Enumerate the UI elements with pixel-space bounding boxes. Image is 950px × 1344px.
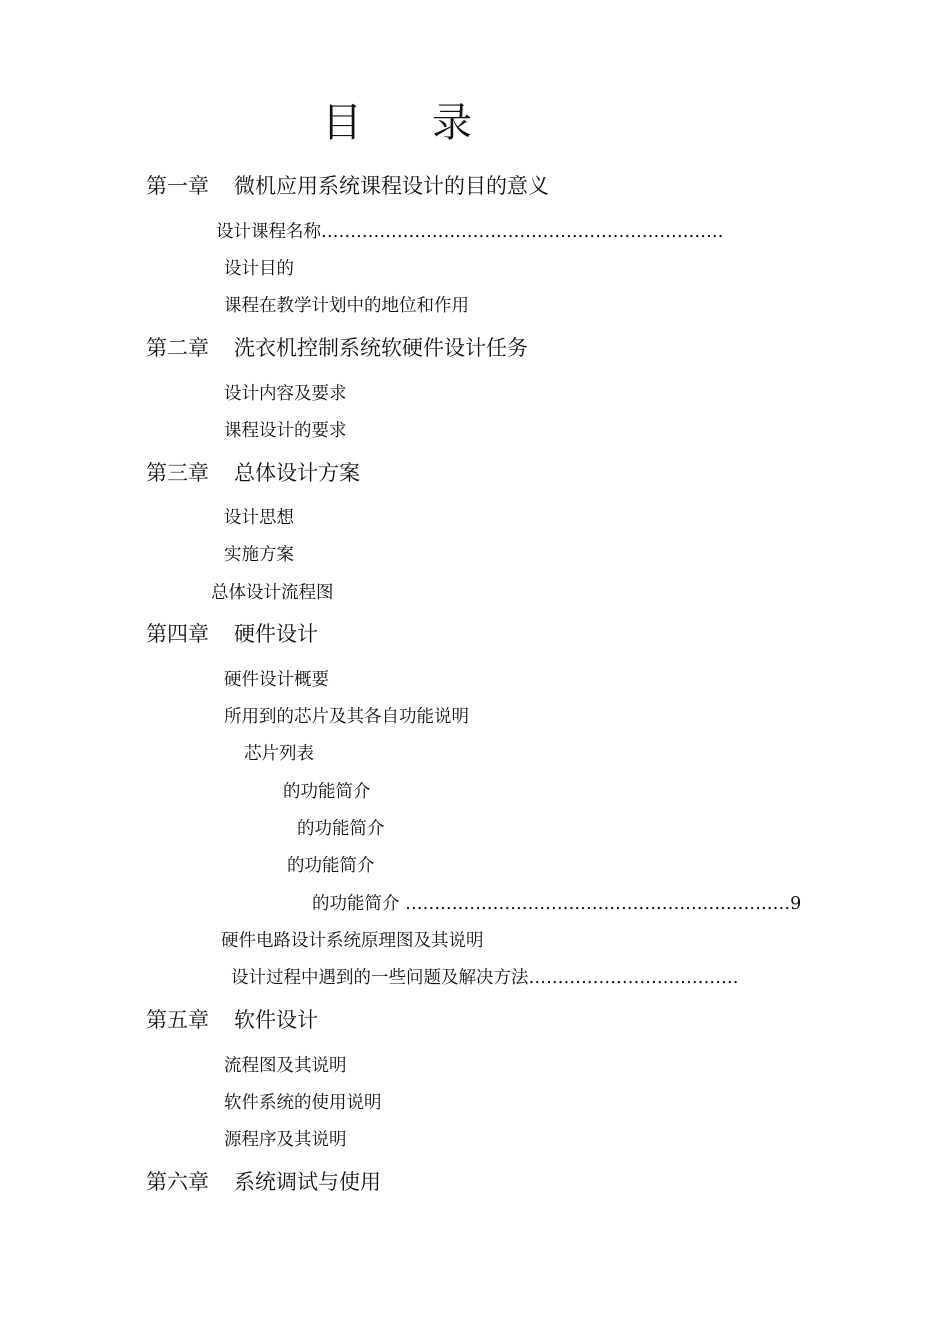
toc-entry: 硬件设计概要 <box>224 670 329 690</box>
toc-entry: 所用到的芯片及其各自功能说明 <box>224 707 469 727</box>
toc-entry: 设计内容及要求 <box>224 384 347 404</box>
toc-chapter-2 <box>146 335 528 361</box>
toc-title-char-1: 目 <box>322 100 362 146</box>
toc-chapter-1 <box>146 173 549 199</box>
entry-text: 的功能简介 <box>312 894 400 914</box>
chapter-number: 第五章 <box>146 1008 209 1032</box>
chapter-number: 第六章 <box>146 1170 209 1194</box>
toc-entry: 的功能简介 <box>287 856 375 876</box>
toc-chapter-5 <box>146 1007 318 1033</box>
toc-entry <box>312 893 801 915</box>
chapter-title: 微机应用系统课程设计的目的意义 <box>234 174 549 198</box>
toc-title-char-2: 录 <box>432 100 472 146</box>
dot-leader: …………………………………………………………… <box>321 222 724 242</box>
toc-entry: 流程图及其说明 <box>224 1056 347 1076</box>
toc-entry: 芯片列表 <box>244 744 314 764</box>
toc-entry: 设计思想 <box>224 508 294 528</box>
toc-entry <box>231 967 739 989</box>
toc-entry: 的功能简介 <box>297 819 385 839</box>
chapter-title: 硬件设计 <box>234 622 318 646</box>
chapter-title: 软件设计 <box>234 1008 318 1032</box>
toc-entry: 课程在教学计划中的地位和作用 <box>224 296 469 316</box>
chapter-number: 第一章 <box>146 174 209 198</box>
toc-entry: 课程设计的要求 <box>224 421 347 441</box>
chapter-title: 系统调试与使用 <box>234 1170 381 1194</box>
toc-entry: 硬件电路设计系统原理图及其说明 <box>221 931 484 951</box>
chapter-number: 第二章 <box>146 336 209 360</box>
toc-entry <box>216 221 724 243</box>
page-number: 9 <box>790 894 802 914</box>
chapter-number: 第四章 <box>146 622 209 646</box>
chapter-title: 洗衣机控制系统软硬件设计任务 <box>234 336 528 360</box>
toc-entry: 设计目的 <box>224 259 294 279</box>
chapter-title: 总体设计方案 <box>234 461 360 485</box>
entry-text: 设计课程名称 <box>216 222 321 242</box>
toc-entry: 软件系统的使用说明 <box>224 1093 382 1113</box>
toc-chapter-4 <box>146 621 318 647</box>
toc-chapter-3 <box>146 460 360 486</box>
dot-leader: ……………………………… <box>528 968 739 988</box>
toc-entry: 源程序及其说明 <box>224 1130 347 1150</box>
toc-chapter-6 <box>146 1169 381 1195</box>
toc-entry: 总体设计流程图 <box>211 583 334 603</box>
toc-entry: 实施方案 <box>224 545 294 565</box>
chapter-number: 第三章 <box>146 461 209 485</box>
dot-leader: ………………………………………………………… <box>405 894 791 914</box>
entry-text: 设计过程中遇到的一些问题及解决方法 <box>231 968 529 988</box>
toc-entry: 的功能简介 <box>283 782 371 802</box>
